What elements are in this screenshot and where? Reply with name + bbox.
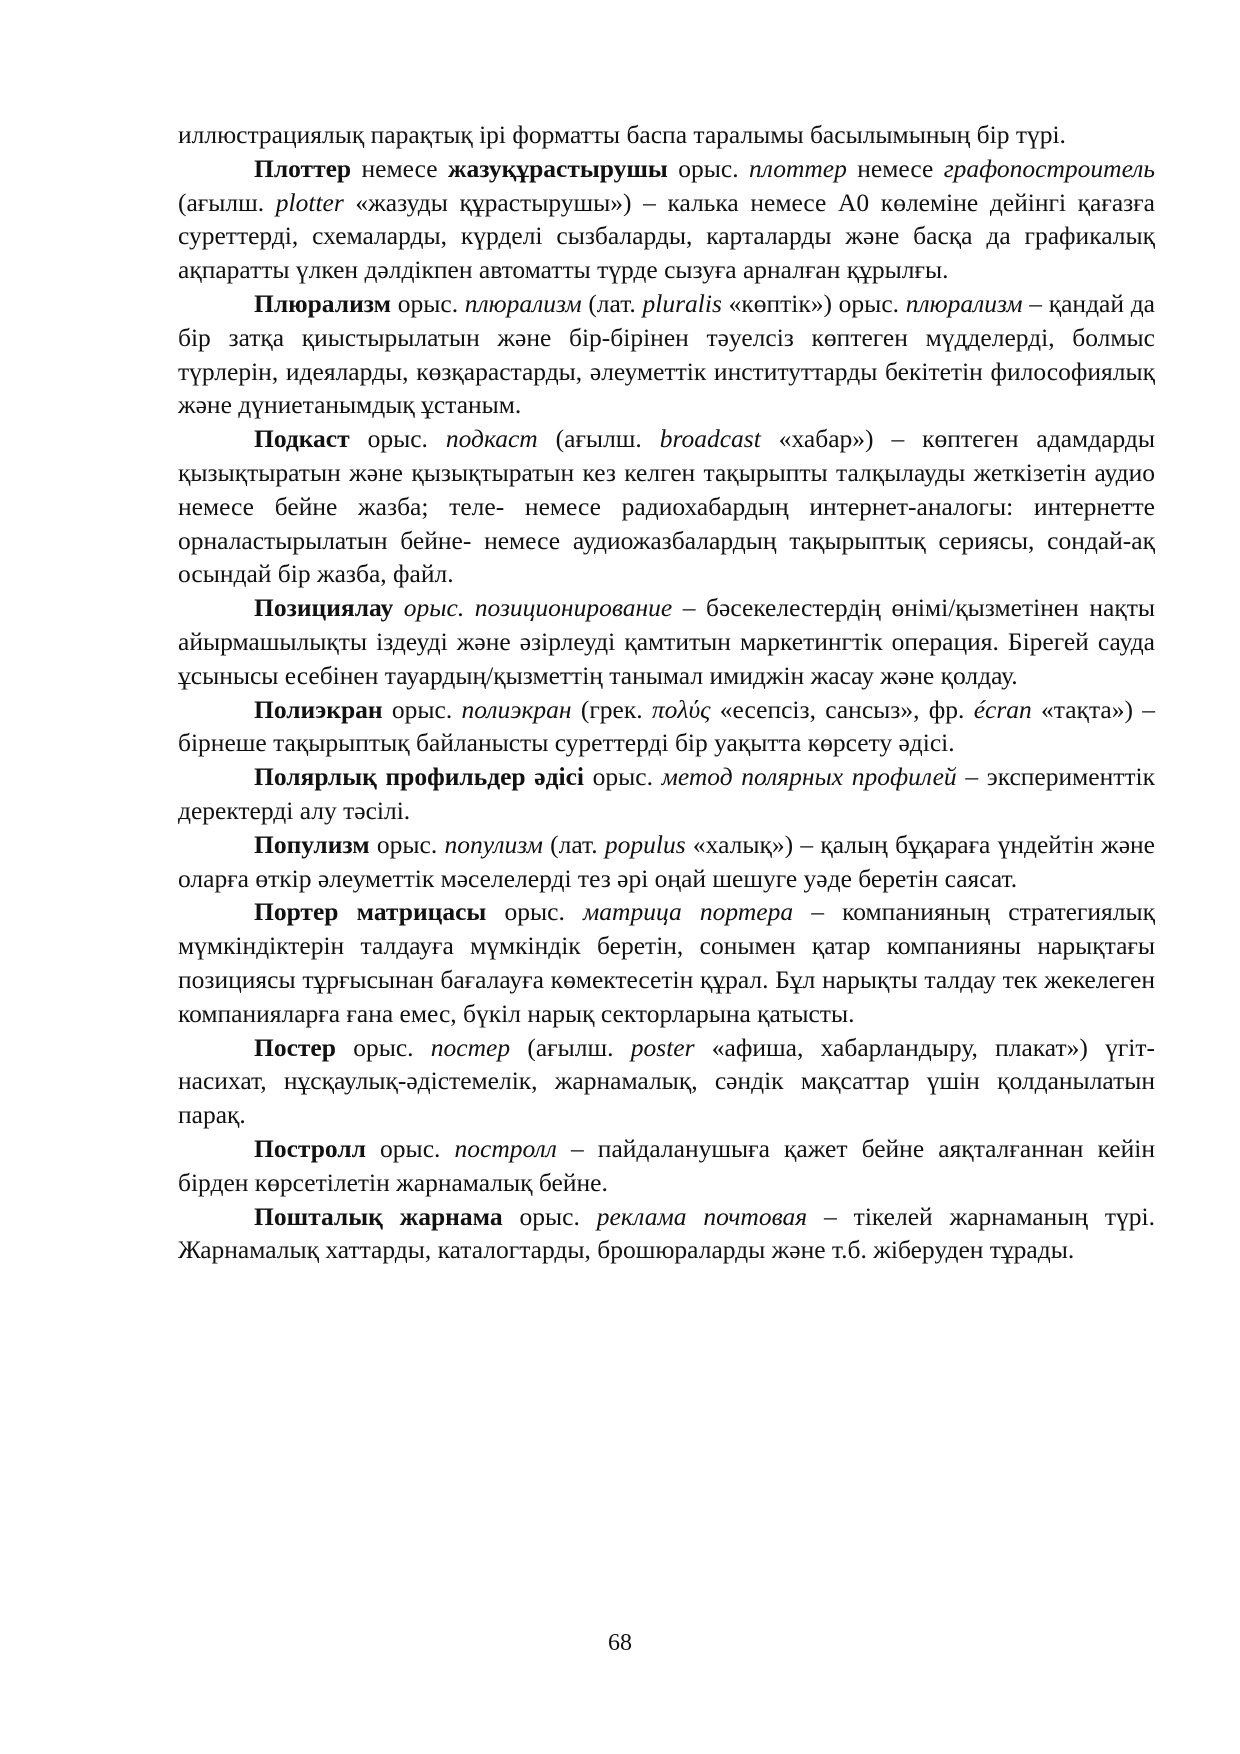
entry-term: Постролл: [254, 1133, 366, 1163]
entry-term: Популизм: [254, 829, 370, 859]
entry-term: Подкаст: [254, 424, 350, 454]
entry-term: Позициялау: [254, 593, 394, 623]
entry-postal-advertising: Пошталық жарнама орыс. реклама почтовая – тікелей жарнаманың түрі. Жарнамалық хаттарды, каталогтарды, брошюраларды және т.б. жіберуден тұрады.: [178, 1201, 1155, 1265]
entry-term: Плюрализм: [254, 288, 392, 318]
entry-postroll: Постролл орыс. постролл – пайдаланушыға қажет бейне аяқталғаннан кейін бірден көрсетілетін жарнамалық бейне.: [178, 1133, 1156, 1197]
entry-podcast: Подкаст орыс. подкаст (ағылш. broadcast «хабар») – көптеген адамдарды қызықтыратын және қызықтыратын кез келген тақырыпты талқылауды жеткізетін аудио немесе бейне жазба; теле- немесе радиохабардың интернет-аналогы: интернетте орналастырылатын бейне- немесе аудиожазбалардың тақырыптық сериясы, сондай-ақ осындай бір жазба, файл.: [178, 424, 1155, 589]
entry-term: Пошталық жарнама: [254, 1201, 503, 1231]
page-number: 68: [608, 1630, 632, 1656]
entry-term: Полярлық профильдер әдісі: [254, 762, 584, 792]
entry-term: Постер: [254, 1032, 336, 1062]
entry-term: Плоттер: [254, 153, 352, 183]
entry-populism: Популизм орыс. популизм (лат. populus «халық») – қалың бұқараға үндейтін және оларға өткір әлеуметтік мәселелерді тез әрі оңай шешуге уәде беретін саясат.: [178, 829, 1155, 893]
entry-term-alt: жазуқұрастырушы: [447, 153, 668, 183]
continuation-paragraph: иллюстрациялық парақтық ірі форматты баспа таралымы басылымының бір түрі.: [178, 120, 1066, 149]
entry-positioning: Позициялау орыс. позиционирование – бәсекелестердің өнімі/қызметінен нақты айырмашылықты іздеуді және әзірлеуді қамтитын маркетингтік операция. Бірегей сауда ұсынысы есебінен тауардың/қызметтің танымал имиджін жасау және қолдау.: [178, 593, 1156, 690]
page-body: [178, 118, 1155, 1267]
entry-term: Портер матрицасы: [254, 897, 487, 927]
entry-poster: Постер орыс. постер (ағылш. poster «афиша, хабарландыру, плакат») үгіт-насихат, нұсқаулық-әдістемелік, жарнамалық, сәндік мақсаттар үшін қолданылатын парақ.: [178, 1032, 1156, 1130]
entry-plotter: Плоттер немесе жазуқұрастырушы орыс. плоттер немесе графопостроитель (ағылш. plotter «жазуды құрастырушы») – калька немесе А0 көлеміне дейінгі қағазға суреттерді, схемаларды, күрделі сызбаларды, карталарды және басқа да графикалық ақпаратты үлкен дәлдікпен автоматты түрде сызуға арналған құрылғы.: [178, 153, 1155, 285]
entry-polar-profiles: Полярлық профильдер әдісі орыс. метод полярных профилей – эксперименттік деректерді алу тәсілі.: [178, 762, 1155, 825]
entry-term: Полиэкран: [254, 694, 383, 724]
entry-polyscreen: Полиэкран орыс. полиэкран (грек. πολύς «есепсіз, сансыз», фр. écran «тақта») – бірнеше тақырыптық байланысты суреттерді бір уақытта көрсету әдісі.: [178, 694, 1155, 758]
entry-pluralism: Плюрализм орыс. плюрализм (лат. pluralis «көптік») орыс. плюрализм – қандай да бір затқа қиыстырылатын және бір-бірінен тәуелсіз көптеген мүдделерді, болмыс түрлерін, идеяларды, көзқарастарды, әлеуметтік институттарды бекітетін философиялық және дүниетанымдық ұстаным.: [178, 288, 1156, 420]
entry-porter-matrix: Портер матрицасы орыс. матрица портера – компанияның стратегиялық мүмкіндіктерін талдауға мүмкіндік беретін, сонымен қатар компанияны нарықтағы позициясы тұрғысынан бағалауға көмектесетін құрал. Бұл нарықты талдау тек жекелеген компанияларға ғана емес, бүкіл нарық секторларына қатысты.: [178, 897, 1155, 1028]
